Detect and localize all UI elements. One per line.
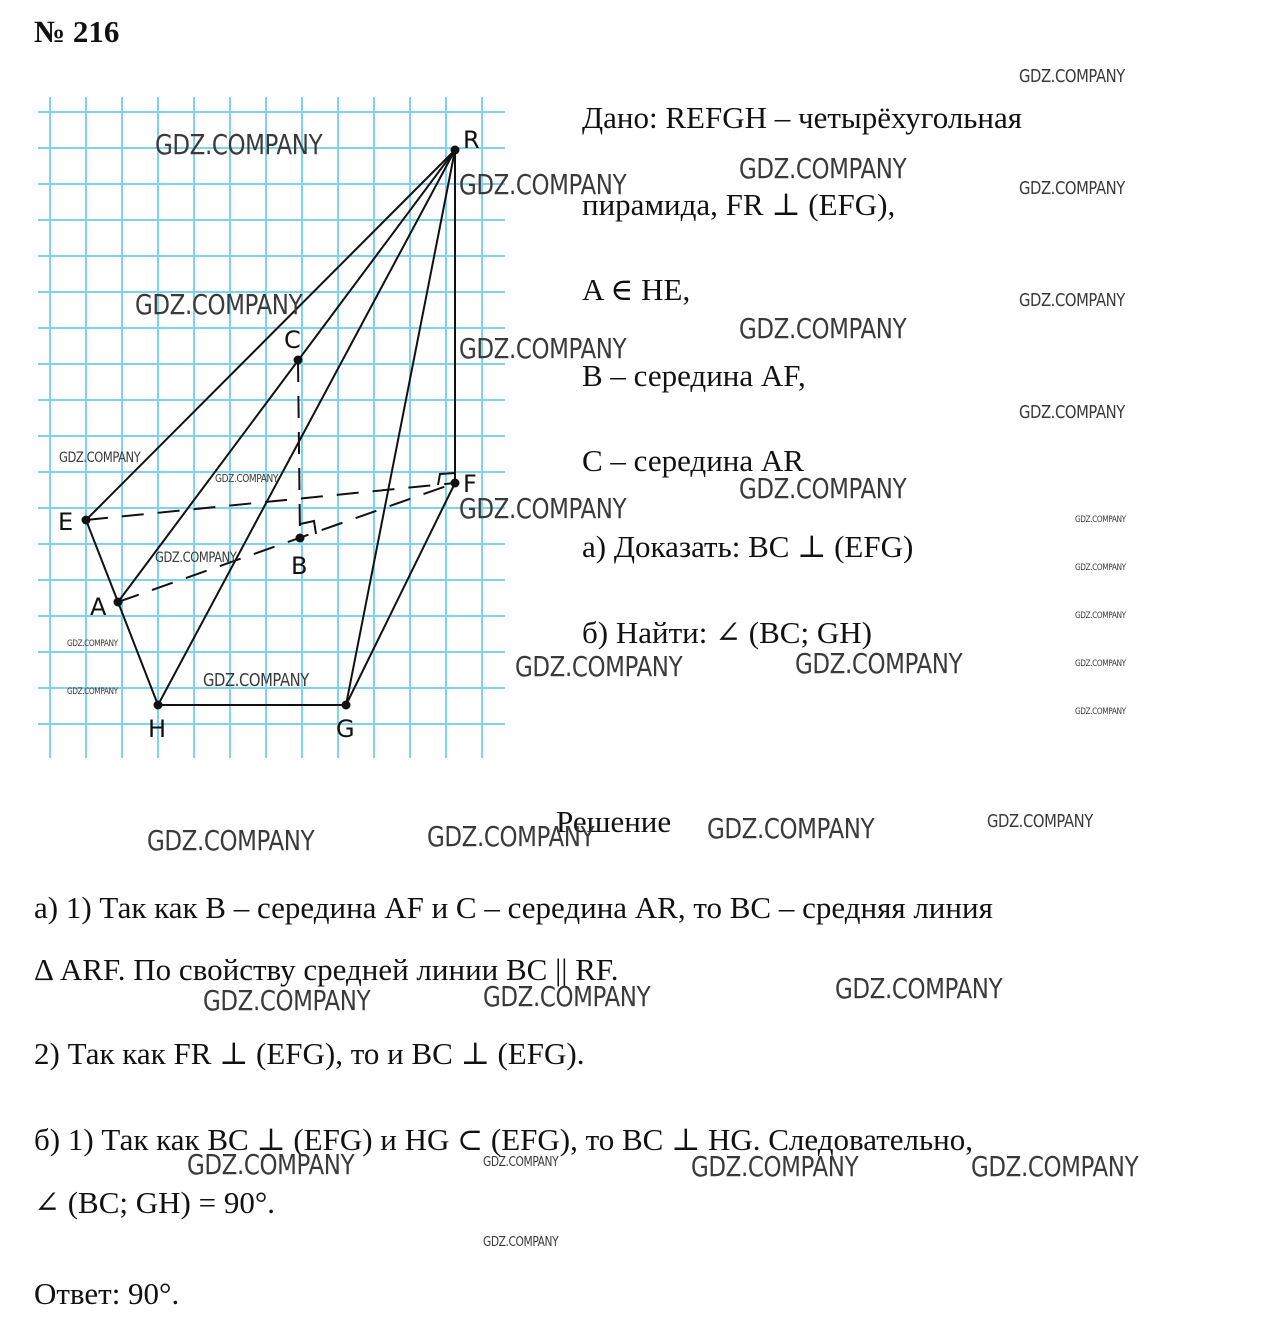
solution-line-5: ∠ (BC; GH) = 90°. — [34, 1185, 275, 1220]
watermark: GDZ.COMPANY — [1019, 290, 1125, 311]
watermark: GDZ.COMPANY — [1075, 563, 1126, 573]
watermark: GDZ.COMPANY — [459, 492, 627, 525]
watermark: GDZ.COMPANY — [515, 650, 683, 683]
watermark: GDZ.COMPANY — [427, 820, 595, 853]
solid-edges — [86, 150, 455, 705]
watermark: GDZ.COMPANY — [1075, 659, 1126, 669]
grid — [38, 97, 505, 758]
answer: Ответ: 90°. — [34, 1276, 180, 1311]
solution-line-3: 2) Так как FR ⊥ (EFG), то и BC ⊥ (EFG). — [34, 1036, 585, 1071]
watermark: GDZ.COMPANY — [147, 824, 315, 857]
given-line-4: B – середина AF, — [582, 358, 806, 393]
watermark: GDZ.COMPANY — [707, 812, 875, 845]
watermark: GDZ.COMPANY — [987, 811, 1093, 832]
given-line-3: A ∈ HE, — [582, 272, 691, 307]
watermark: GDZ.COMPANY — [67, 687, 118, 697]
label-a: A — [90, 593, 107, 621]
label-r: R — [463, 126, 480, 154]
watermark: GDZ.COMPANY — [459, 168, 627, 201]
given-line-1: Дано: REFGH – четырёхугольная — [582, 100, 1023, 135]
watermark: GDZ.COMPANY — [691, 1150, 859, 1183]
problem-number: № 216 — [34, 14, 120, 49]
watermark: GDZ.COMPANY — [59, 450, 141, 466]
watermark: GDZ.COMPANY — [795, 647, 963, 680]
watermark: GDZ.COMPANY — [135, 288, 303, 321]
right-angle-marks — [300, 473, 455, 534]
given-line-6: а) Доказать: BC ⊥ (EFG) — [582, 529, 914, 564]
label-h: H — [148, 715, 167, 743]
watermark: GDZ.COMPANY — [739, 472, 907, 505]
solution-line-1: а) 1) Так как B – середина AF и C – середина AR, то BC – средняя линия — [34, 890, 993, 925]
given-line-5: C – середина AR — [582, 443, 804, 478]
watermark: GDZ.COMPANY — [215, 472, 278, 485]
watermark: GDZ.COMPANY — [835, 972, 1003, 1005]
watermark: GDZ.COMPANY — [203, 984, 371, 1017]
solution-heading: Решение — [556, 804, 672, 839]
watermark: GDZ.COMPANY — [1019, 178, 1125, 199]
watermark: GDZ.COMPANY — [483, 980, 651, 1013]
watermark: GDZ.COMPANY — [155, 550, 237, 566]
watermark: GDZ.COMPANY — [1075, 707, 1126, 717]
label-f: F — [463, 470, 477, 498]
label-e: E — [58, 508, 74, 536]
label-c: C — [284, 326, 301, 354]
label-b: B — [291, 552, 308, 580]
given-line-2: пирамида, FR ⊥ (EFG), — [582, 187, 896, 222]
given-line-7: б) Найти: ∠ (BC; GH) — [582, 615, 872, 650]
watermark: GDZ.COMPANY — [1019, 66, 1125, 87]
watermark: GDZ.COMPANY — [187, 1148, 355, 1181]
watermark: GDZ.COMPANY — [67, 639, 118, 649]
pyramid-figure — [0, 90, 520, 770]
solution-line-4: б) 1) Так как BC ⊥ (EFG) и HG ⊂ (EFG), то BC ⊥ HG. Следовательно, — [34, 1122, 973, 1157]
watermark: GDZ.COMPANY — [739, 152, 907, 185]
watermark: GDZ.COMPANY — [459, 332, 627, 365]
watermark: GDZ.COMPANY — [483, 1155, 559, 1170]
watermark: GDZ.COMPANY — [203, 670, 309, 691]
watermark: GDZ.COMPANY — [971, 1150, 1139, 1183]
watermark: GDZ.COMPANY — [1075, 611, 1126, 621]
watermark: GDZ.COMPANY — [155, 128, 323, 161]
points — [82, 146, 460, 710]
watermark: GDZ.COMPANY — [1075, 515, 1126, 525]
label-g: G — [336, 715, 355, 743]
watermark: GDZ.COMPANY — [483, 1235, 559, 1250]
watermark: GDZ.COMPANY — [1019, 402, 1125, 423]
watermark: GDZ.COMPANY — [739, 312, 907, 345]
solution-line-2: Δ ARF. По свойству средней линии BC || RF. — [34, 952, 619, 987]
